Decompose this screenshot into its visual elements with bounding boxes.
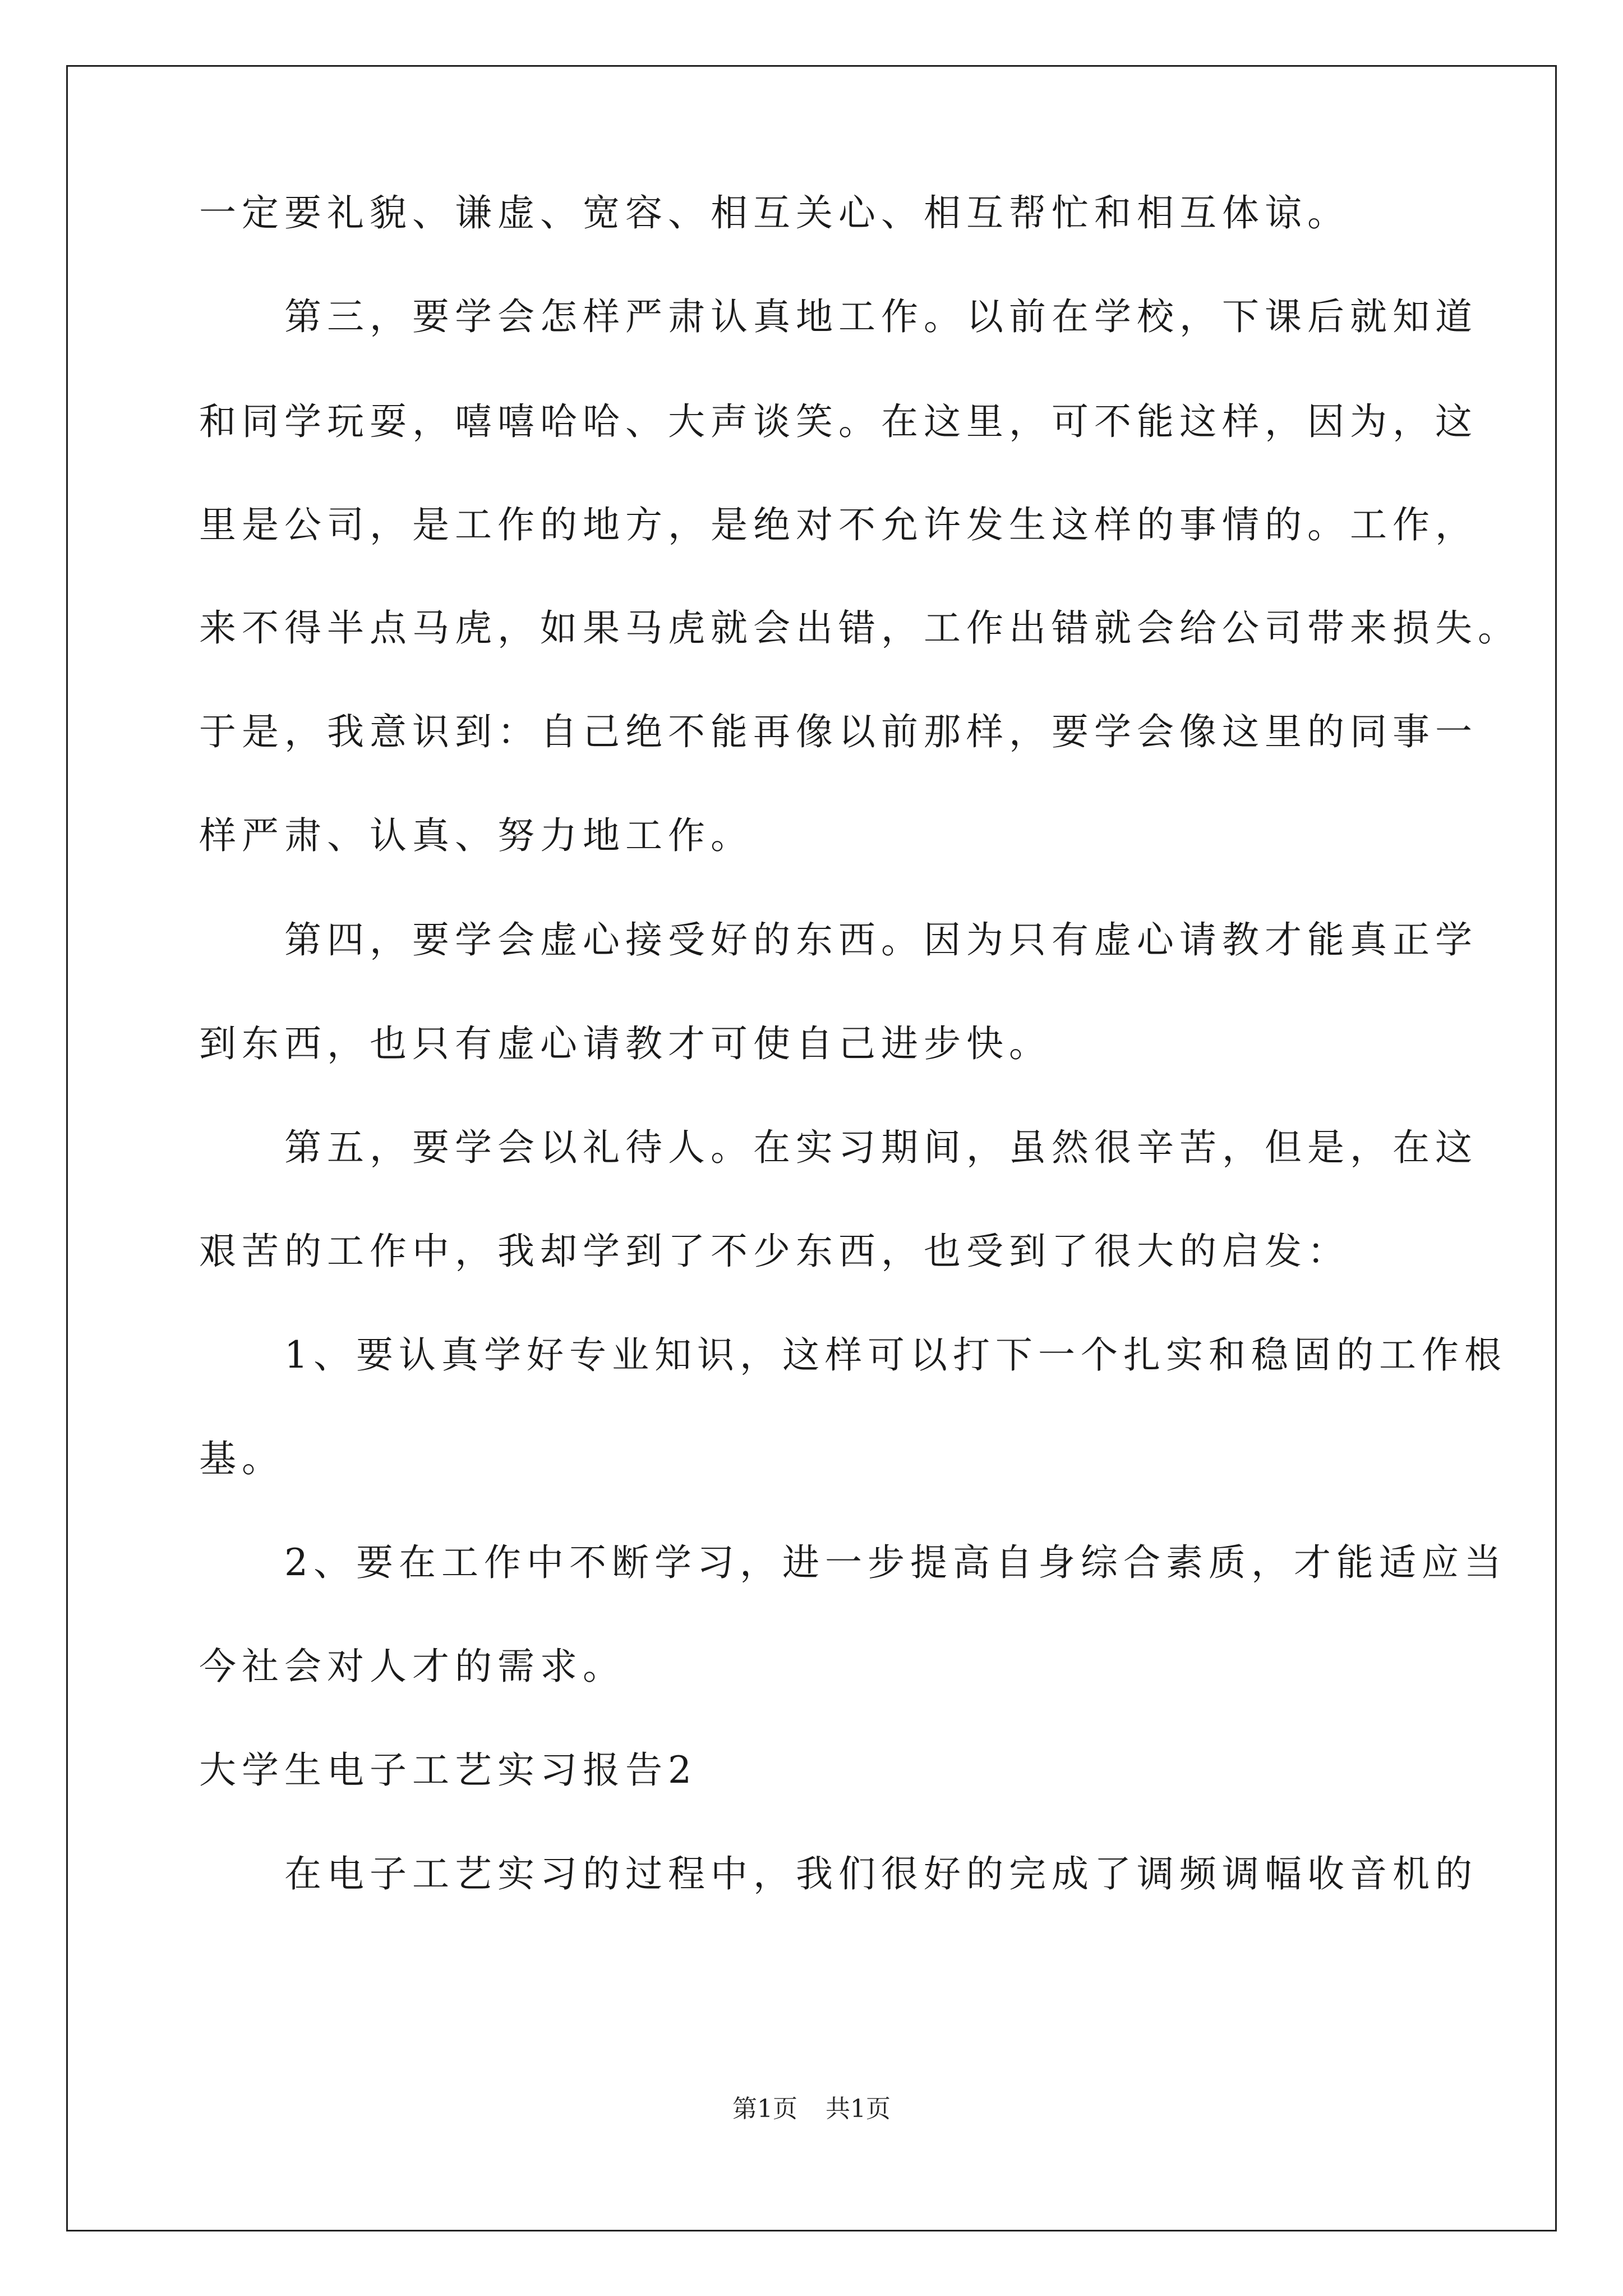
text-line: 1、要认真学好专业知识，这样可以打下一个扎实和稳固的工作根 bbox=[199, 1333, 1507, 1377]
section-heading: 大学生电子工艺实习报告2 bbox=[199, 1749, 697, 1792]
page-count: 共1页 bbox=[826, 2095, 891, 2123]
text-line: 第三，要学会怎样严肃认真地工作。以前在学校，下课后就知道 bbox=[199, 295, 1478, 338]
text-line: 到东西，也只有虚心请教才可使自己进步快。 bbox=[199, 1022, 1052, 1065]
page-number: 第1页 bbox=[732, 2095, 797, 2123]
text-line: 里是公司，是工作的地方，是绝对不允许发生这样的事情的。工作， bbox=[199, 503, 1478, 546]
text-line: 今社会对人才的需求。 bbox=[199, 1645, 625, 1688]
text-line: 来不得半点马虎，如果马虎就会出错，工作出错就会给公司带来损失。 bbox=[199, 606, 1520, 650]
text-line: 基。 bbox=[199, 1437, 284, 1480]
page-footer bbox=[0, 2092, 1623, 2126]
text-line: 样严肃、认真、努力地工作。 bbox=[199, 814, 753, 857]
text-line: 艰苦的工作中，我却学到了不少东西，也受到了很大的启发： bbox=[199, 1230, 1350, 1273]
text-line: 2、要在工作中不断学习，进一步提高自身综合素质，才能适应当 bbox=[199, 1541, 1507, 1584]
text-line: 一定要礼貌、谦虚、宽容、相互关心、相互帮忙和相互体谅。 bbox=[199, 191, 1350, 234]
text-line: 于是，我意识到：自己绝不能再像以前那样，要学会像这里的同事一 bbox=[199, 710, 1478, 753]
text-line: 第四，要学会虚心接受好的东西。因为只有虚心请教才能真正学 bbox=[199, 918, 1478, 961]
text-line: 第五，要学会以礼待人。在实习期间，虽然很辛苦，但是，在这 bbox=[199, 1126, 1478, 1169]
text-line: 和同学玩耍，嘻嘻哈哈、大声谈笑。在这里，可不能这样，因为，这 bbox=[199, 400, 1478, 443]
text-line: 在电子工艺实习的过程中，我们很好的完成了调频调幅收音机的 bbox=[199, 1852, 1478, 1895]
